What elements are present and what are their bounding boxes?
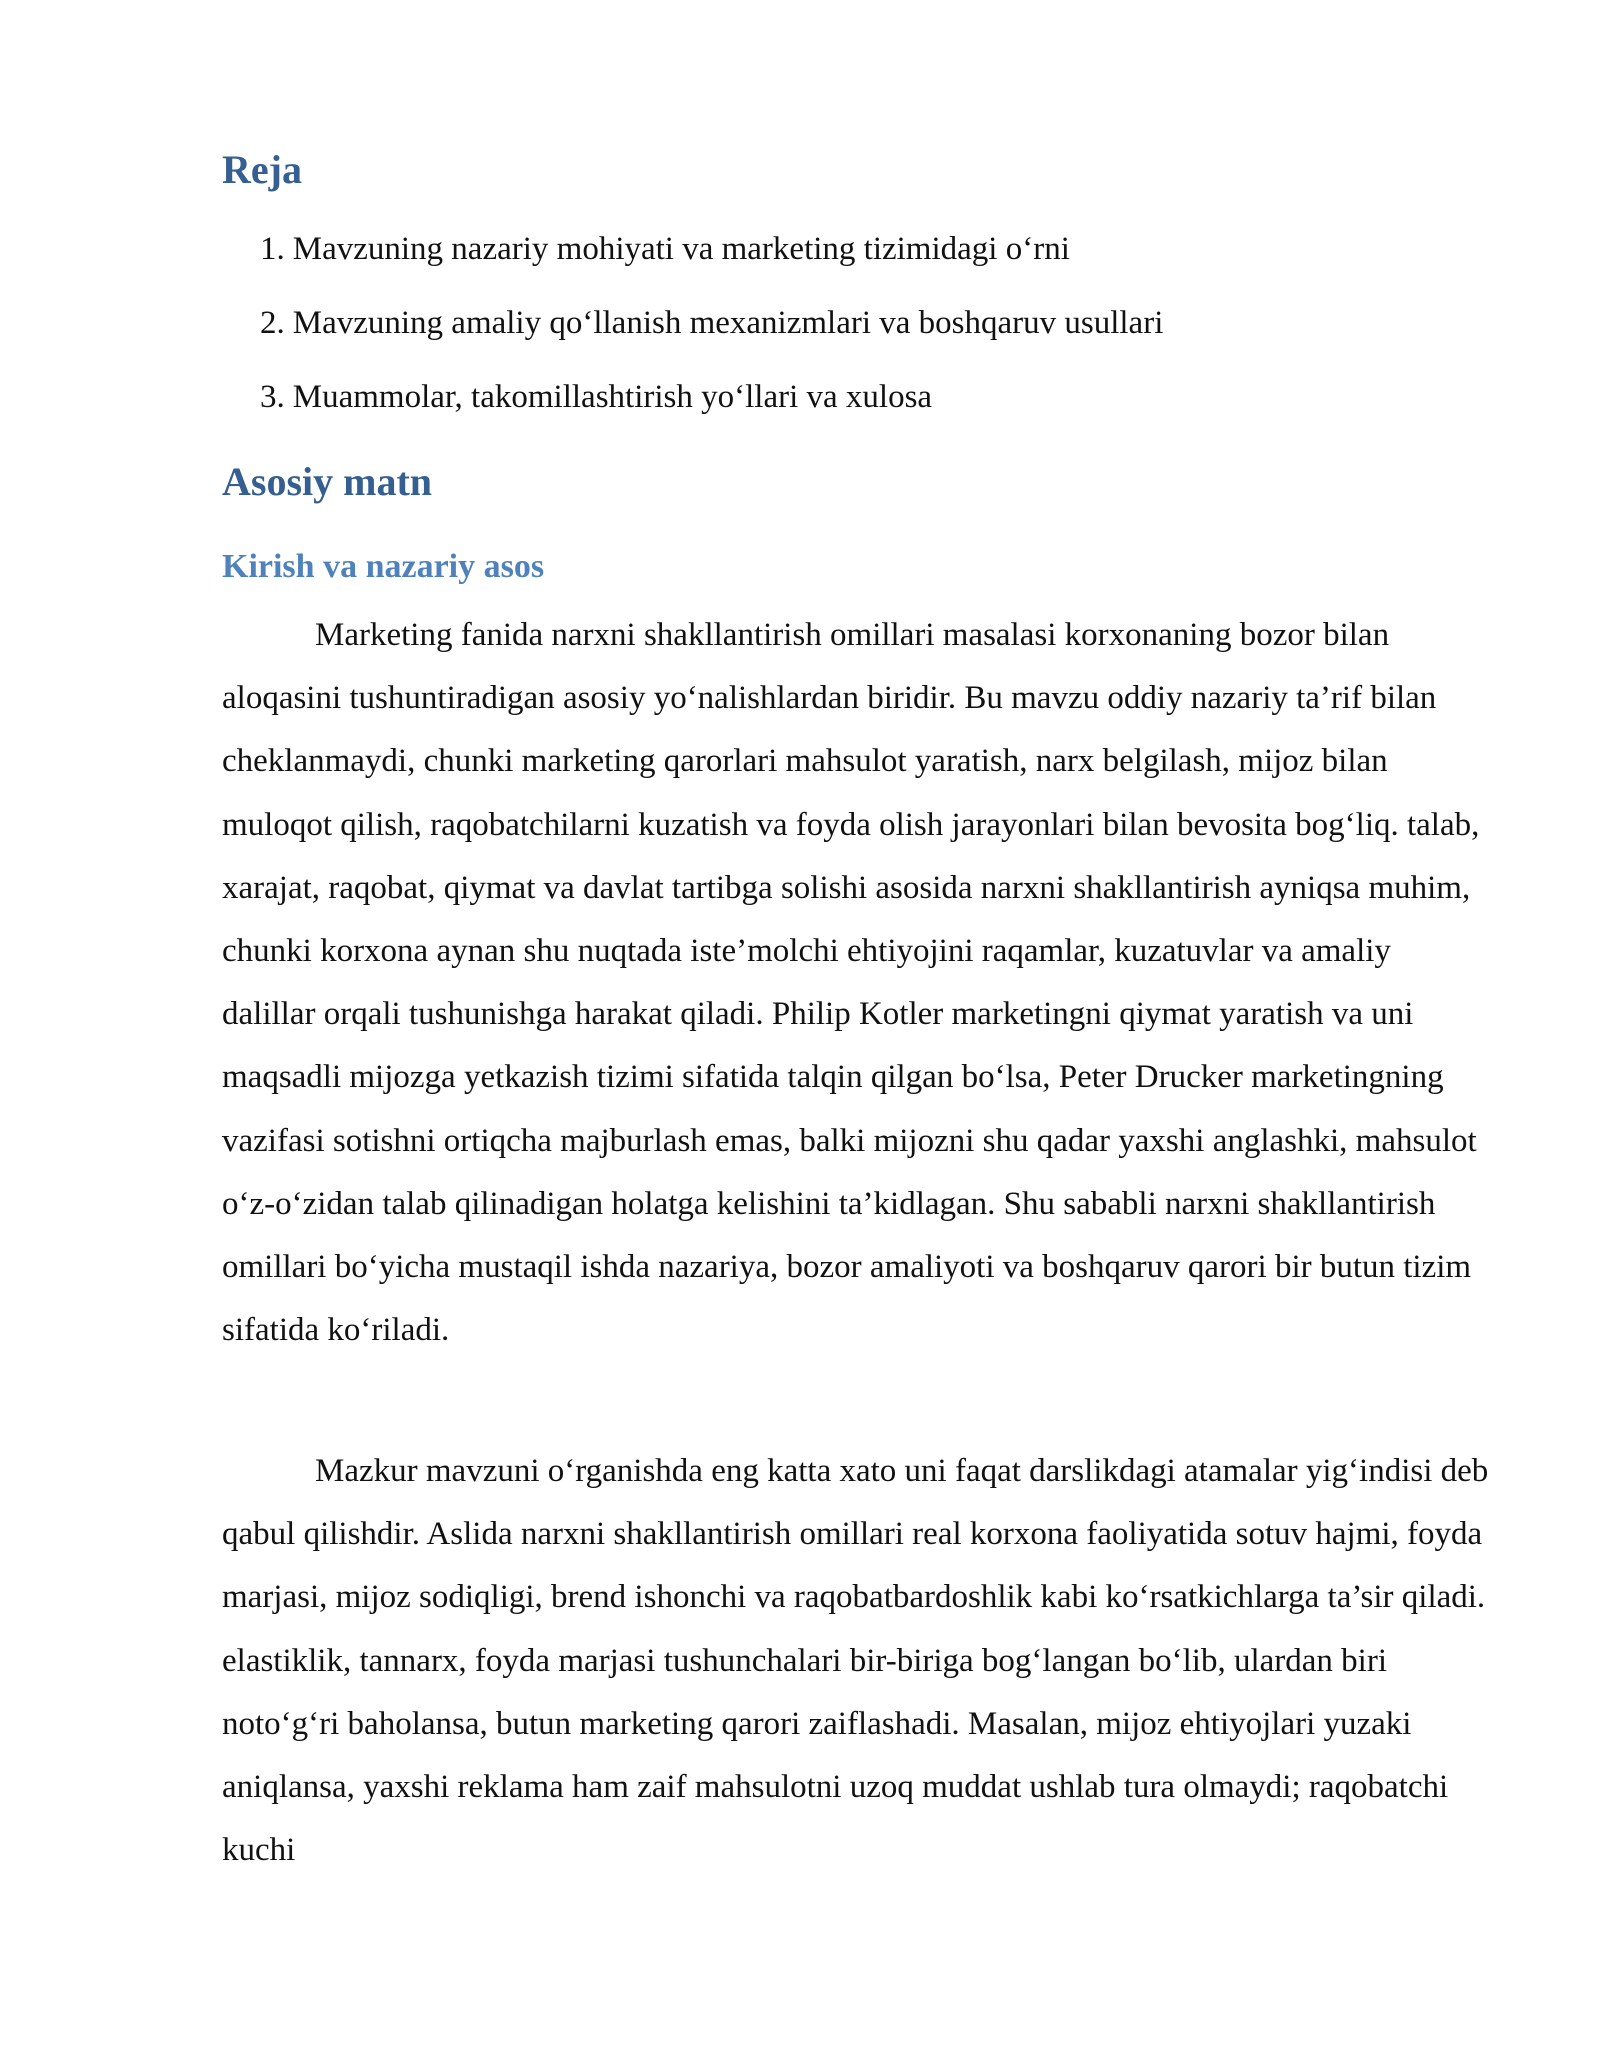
body-paragraph: Mazkur mavzuni o‘rganishda eng katta xato uni faqat darslikdagi atamalar yig‘indisi deb qabul qilishdir. Aslida narxni shakllantirish omillari real korxona faoliyatida sotuv hajmi, foyda marjasi, mijoz sodiqligi, brend ishonchi va raqobatbardoshlik kabi ko‘rsatkichlarga ta’sir qiladi. elastiklik, tannarx, foyda marjasi tushunchalari bir-biriga bog‘langan bo‘lib, ulardan biri noto‘g‘ri baholansa, butun marketing qarori zaiflashadi. Masalan, mijoz ehtiyojlari yuzaki aniqlansa, yaxshi reklama ham zaif mahsulotni uzoq muddat ushlab tura olmaydi; raqobatchi kuchi xyxy=(222,1453,1489,1869)
plan-heading: Reja xyxy=(222,147,302,192)
plan-item-text: Muammolar, takomillashtirish yo‘llari va xulosa xyxy=(292,379,933,415)
plan-item xyxy=(260,360,1163,434)
plan-item-text: Mavzuning nazariy mohiyati va marketing tizimidagi o‘rni xyxy=(292,231,1070,267)
plan-item-text: Mavzuning amaliy qo‘llanish mexanizmlari va boshqaruv usullari xyxy=(292,305,1164,341)
section-subheading: Kirish va nazariy asos xyxy=(222,548,545,585)
plan-item-number: 2. xyxy=(260,305,285,341)
plan-item xyxy=(260,286,1163,360)
plan-item-number: 3. xyxy=(260,379,285,415)
main-heading: Asosiy matn xyxy=(222,459,433,504)
plan-list xyxy=(260,212,1163,434)
plan-item-number: 1. xyxy=(260,231,285,267)
body-paragraph: Marketing fanida narxni shakllantirish omillari masalasi korxonaning bozor bilan aloqasini tushuntiradigan asosiy yo‘nalishlardan biridir. Bu mavzu oddiy nazariy ta’rif bilan cheklanmaydi, chunki marketing qarorlari mahsulot yaratish, narx belgilash, mijoz bilan muloqot qilish, raqobatchilarni kuzatish va foyda olish jarayonlari bilan bevosita bog‘liq. talab, xarajat, raqobat, qiymat va davlat tartibga solishi asosida narxni shakllantirish ayniqsa muhim, chunki korxona aynan shu nuqtada iste’molchi ehtiyojini raqamlar, kuzatuvlar va amaliy dalillar orqali tushunishga harakat qiladi. Philip Kotler marketingni qiymat yaratish va uni maqsadli mijozga yetkazish tizimi sifatida talqin qilgan bo‘lsa, Peter Drucker marketingning vazifasi sotishni ortiqcha majburlash emas, balki mijozni shu qadar yaxshi anglashki, mahsulot o‘z-o‘zidan talab qilinadigan holatga kelishini ta’kidlagan. Shu sababli narxni shakllantirish omillari bo‘yicha mustaqil ishda nazariya, bozor amaliyoti va boshqaruv qarori bir butun tizim sifatida ko‘riladi. xyxy=(222,617,1480,1349)
plan-item xyxy=(260,212,1163,286)
